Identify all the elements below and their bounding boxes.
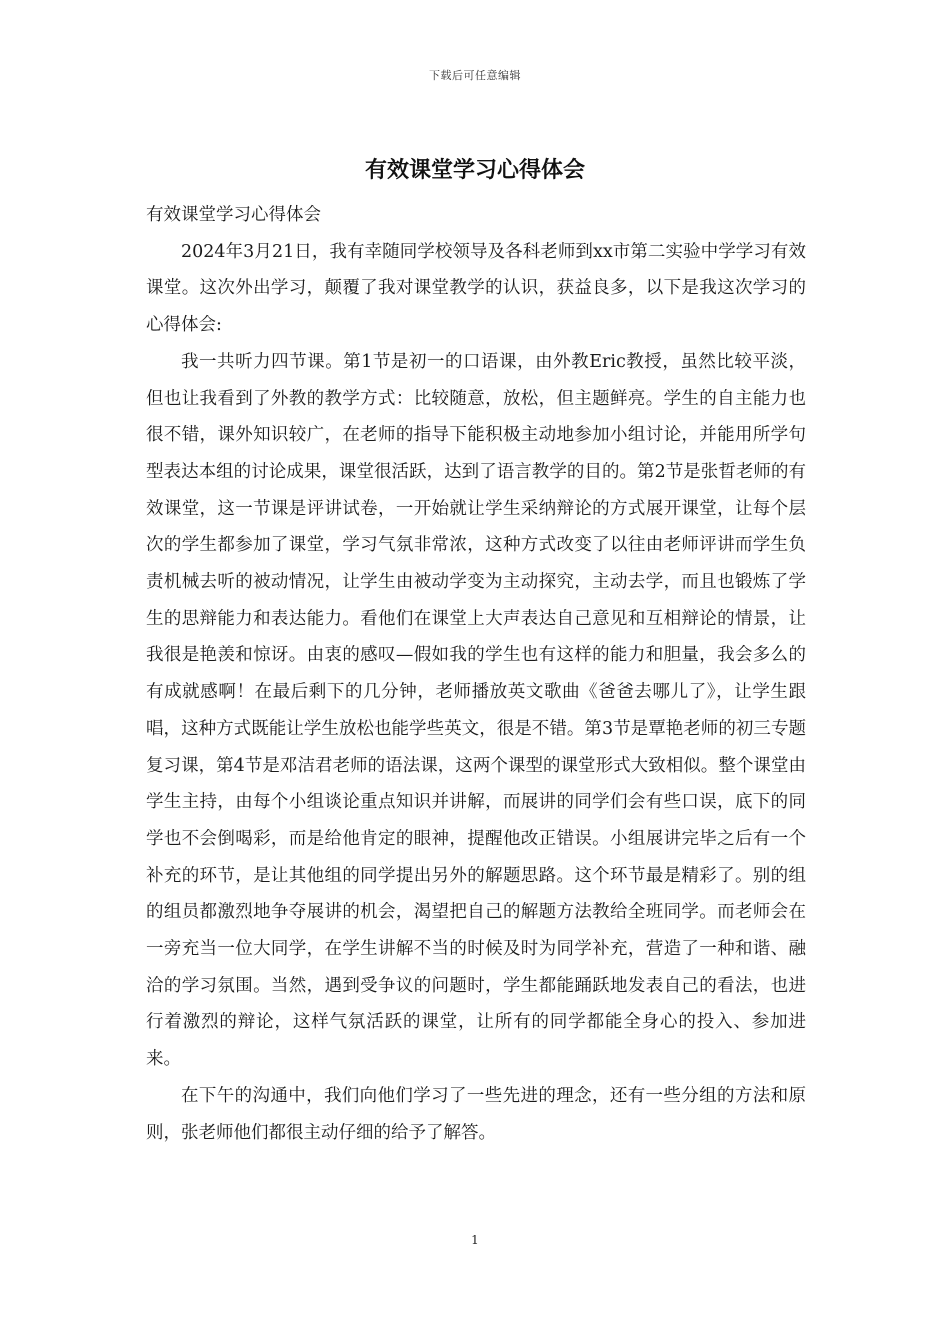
subtitle-paragraph: 有效课堂学习心得体会	[146, 205, 321, 225]
document-body	[146, 197, 806, 1151]
document-title: 有效课堂学习心得体会	[364, 158, 585, 183]
afternoon-paragraph: 在下午的沟通中，我们向他们学习了一些先进的理念，还有一些分组的方法和原则，张老师他们都很主动仔细的给予了解答。	[146, 1085, 806, 1143]
intro-paragraph: 2024年3月21日，我有幸随同学校领导及各科老师到xx市第二实验中学学习有效课堂。这次外出学习，颠覆了我对课堂教学的认识，获益良多，以下是我这次学习的心得体会:	[146, 241, 806, 336]
header-note: 下载后可任意编辑	[429, 69, 521, 82]
lessons-paragraph: 我一共听力四节课。第1节是初一的口语课，由外教Eric教授，虽然比较平淡，但也让我看到了外教的教学方式：比较随意，放松，但主题鲜亮。学生的自主能力也很不错，课外知识较广，在老师的指导下能积极主动地参加小组讨论，并能用所学句型表达本组的讨论成果，课堂很活跃，达到了语言教学的目的。第2节是张晢老师的有效课堂，这一节课是评讲试卷，一开始就让学生采纳辩论的方式展开课堂，让每个层次的学生都参加了课堂，学习气氛非常浓，这种方式改变了以往由老师评讲而学生负责机械去听的被动情况，让学生由被动学变为主动探究，主动去学，而且也锻炼了学生的思辩能力和表达能力。看他们在课堂上大声表达自己意见和互相辩论的情景，让我很是艳羡和惊讶。由衷的感叹—假如我的学生也有这样的能力和胆量，我会多么的有成就感啊！在最后剩下的几分钟，老师播放英文歌曲《爸爸去哪儿了》，让学生跟唱，这种方式既能让学生放松也能学些英文，很是不错。第3节是覃艳老师的初三专题复习课，第4节是邓洁君老师的语法课，这两个课型的课堂形式大致相似。整个课堂由学生主持，由每个小组谈论重点知识并讲解，而展讲的同学们会有些口误，底下的同学也不会倒喝彩，而是给他肯定的眼神，提醒他改正错误。小组展讲完毕之后有一个补充的环节，是让其他组的同学提出另外的解题思路。这个环节最是精彩了。别的组的组员都激烈地争夺展讲的机会，渴望把自己的解题方法教给全班同学。而老师会在一旁充当一位大同学，在学生讲解不当的时候及时为同学补充，营造了一种和谐、融洽的学习氛围。当然，遇到受争议的问题时，学生都能踊跃地发表自己的看法，也进行着激烈的辩论，这样气氛活跃的课堂，让所有的同学都能全身心的投入、参加进来。	[146, 351, 806, 1070]
page-number: 1	[471, 1233, 479, 1247]
